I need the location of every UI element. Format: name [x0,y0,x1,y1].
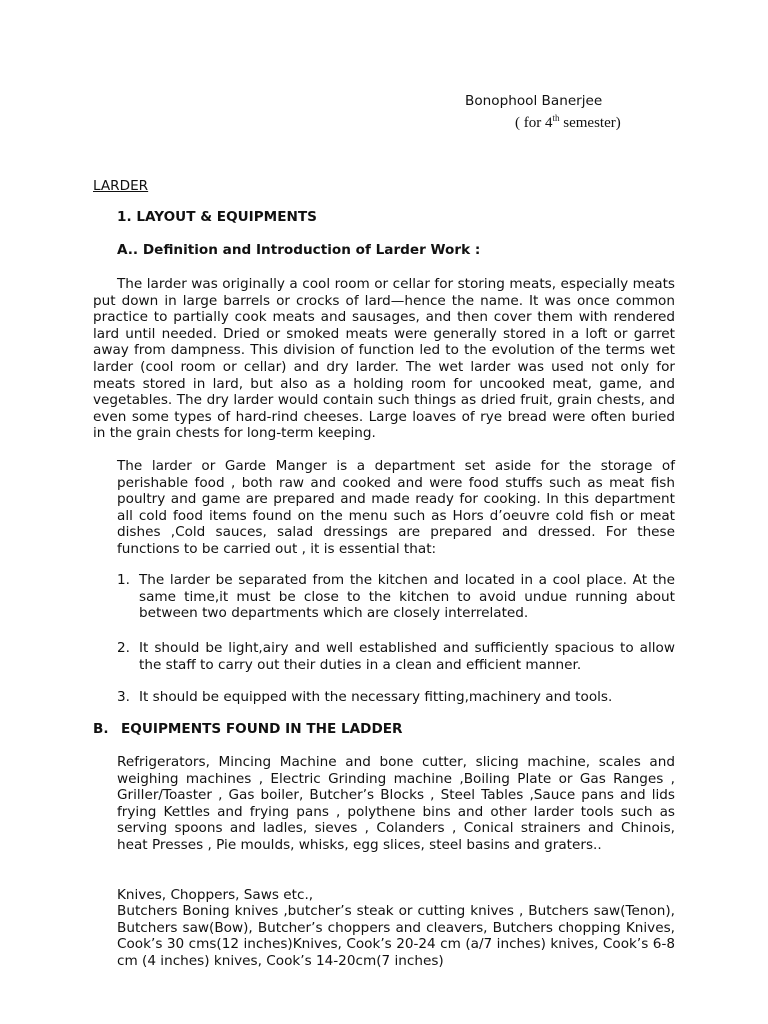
garde-manger-paragraph: The larder or Garde Manger is a department set aside for the storage of perishable food , both raw and cooked and were food stuffs such as meat fish poultry and game are prepared and made ready for cooking. In this department all cold food items found on the menu such as Hors d’oeuvre cold fish or meat dishes ,Cold sauces, salad dressings are prepared and dressed. For these functions to be carried out , it is essential that: [117,458,675,557]
list-item-number: 3. [117,689,130,705]
list-item-number: 2. [117,640,130,656]
list-item [117,572,675,622]
knives-paragraph: Butchers Boning knives ,butcher’s steak or cutting knives , Butchers saw(Tenon), Butchers saw(Bow), Butcher’s choppers and cleavers, Butchers chopping Knives, Cook’s 30 cms(12 inches)Knives, Cook’s 20-24 cm (a/7 inches) knives, Cook’s 6-8 cm (4 inches) knives, Cook’s 14-20cm(7 inches) [117,903,675,969]
equipment-paragraph: Refrigerators, Mincing Machine and bone cutter, slicing machine, scales and weighing machines , Electric Grinding machine ,Boiling Plate or Gas Ranges , Griller/Toaster , Gas boiler, Butcher’s Blocks , Steel Tables ,Sauce pans and lids frying Kettles and frying pans , polythene bins and other larder tools such as serving spoons and ladles, sieves , Colanders , Conical strainers and Chinois, heat Presses , Pie moulds, whisks, egg slices, steel basins and graters.. [117,754,675,853]
knives-heading: Knives, Choppers, Saws etc., [117,887,314,903]
list-item [117,689,675,706]
section-b-title: EQUIPMENTS FOUND IN THE LADDER [121,721,403,737]
list-item-text: The larder be separated from the kitchen and located in a cool place. At the same time,it must be close to the kitchen to avoid undue running about between two departments which are closely interrelated. [139,572,675,622]
list-item [117,640,675,673]
semester-suffix: semester) [559,115,621,131]
section-a-heading: A.. Definition and Introduction of Larder Work : [117,242,481,258]
author-name: Bonophool Banerjee [465,93,603,109]
section-b-letter: B. [93,721,109,737]
larder-history-paragraph: The larder was originally a cool room or cellar for storing meats, especially meats put down in large barrels or crocks of lard—hence the name. It was once common practice to partially cook meats and sausages, and then cover them with rendered lard until needed. Dried or smoked meats were generally stored in a loft or garret away from dampness. This division of function led to the evolution of the terms wet larder (cool room or cellar) and dry larder. The wet larder was used not only for meats stored in lard, but also as a holding room for uncooked meat, game, and vegetables. The dry larder would contain such things as dried fruit, grain chests, and even some types of hard-rind cheeses. Large loaves of rye bread were often buried in the grain chests for long-term keeping. [93,276,675,442]
document-title: LARDER [93,178,149,194]
semester-prefix: ( for 4 [515,115,553,131]
list-item-text: It should be light,airy and well established and sufficiently spacious to allow the staff to carry out their duties in a clean and efficient manner. [139,640,675,673]
semester-note [515,110,621,132]
semester-superscript: th [552,113,560,123]
list-item-text: It should be equipped with the necessary fitting,machinery and tools. [139,689,613,705]
list-item-number: 1. [117,572,130,588]
section-1-heading: 1. LAYOUT & EQUIPMENTS [117,209,317,225]
section-b-heading [93,721,403,738]
